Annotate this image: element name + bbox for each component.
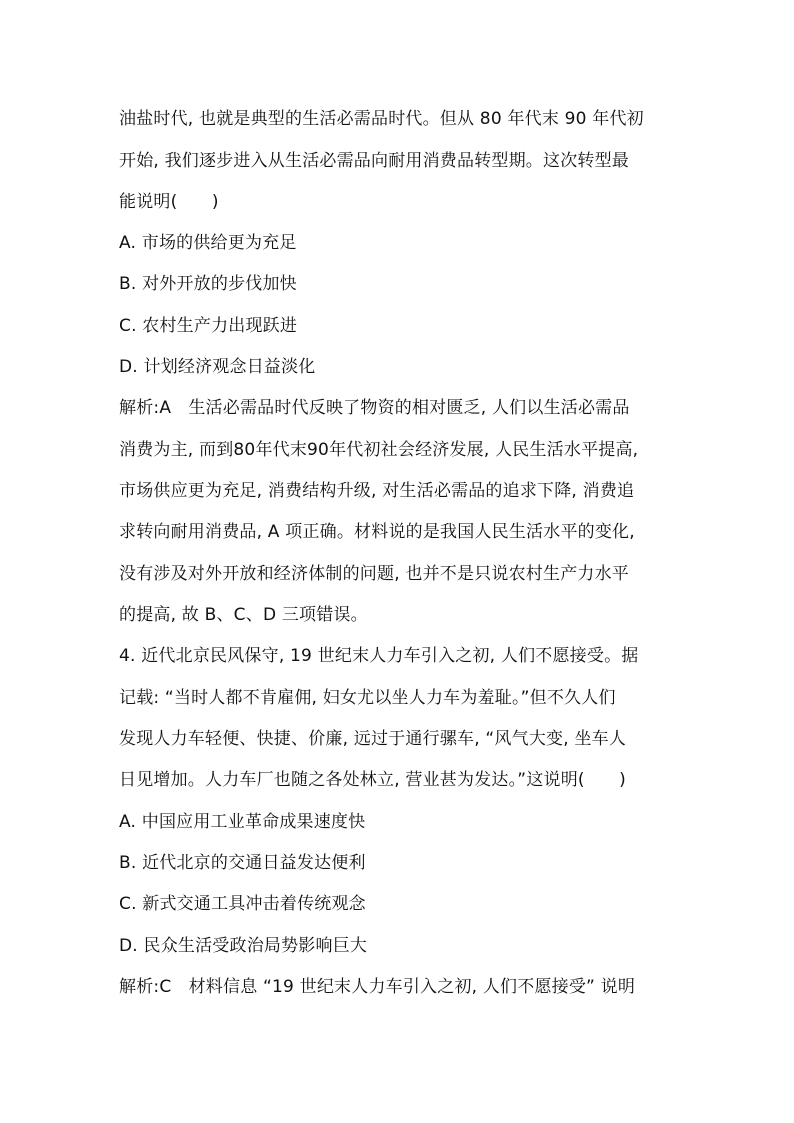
option-d-q4: D. 民众生活受政治局势影响巨大 [119, 936, 368, 956]
question-4-line-3: 发现人力车轻便、快捷、价廉, 远过于通行骡车, “风气大变, 坐车人 [119, 729, 627, 749]
analysis-line-5: 没有涉及对外开放和经济体制的问题, 也并不是只说农村生产力水平 [119, 564, 630, 584]
option-a-q3: A. 市场的供给更为充足 [119, 233, 297, 253]
analysis-line-6: 的提高, 故 B、C、D 三项错误。 [119, 605, 368, 625]
analysis-line-3: 市场供应更为充足, 消费结构升级, 对生活必需品的追求下降, 消费追 [119, 481, 635, 501]
text-line-2: 开始, 我们逐步进入从生活必需品向耐用消费品转型期。这次转型最 [119, 151, 630, 171]
question-stem-end-3: 能说明( ) [119, 192, 219, 212]
text-line-1: 油盐时代, 也就是典型的生活必需品时代。但从 80 年代末 90 年代初 [119, 109, 644, 129]
analysis-line-1: 解析:A 生活必需品时代反映了物资的相对匮乏, 人们以生活必需品 [119, 398, 630, 418]
option-a-q4: A. 中国应用工业革命成果速度快 [119, 812, 366, 832]
option-b-q3: B. 对外开放的步伐加快 [119, 274, 297, 294]
analysis-q4-line-1: 解析:C 材料信息 “19 世纪末人力车引入之初, 人们不愿接受” 说明 [119, 977, 636, 997]
analysis-line-4: 求转向耐用消费品, A 项正确。材料说的是我国人民生活水平的变化, [119, 522, 635, 542]
analysis-line-2: 消费为主, 而到80年代末90年代初社会经济发展, 人民生活水平提高, [119, 440, 639, 460]
option-c-q3: C. 农村生产力出现跃进 [119, 316, 298, 336]
question-4-line-2: 记载: “当时人都不肯雇佣, 妇女尤以坐人力车为羞耻。”但不久人们 [119, 688, 616, 708]
option-d-q3: D. 计划经济观念日益淡化 [119, 357, 316, 377]
question-4-line-4: 日见增加。人力车厂也随之各处林立, 营业甚为发达。”这说明( ) [119, 770, 626, 790]
question-4-line-1: 4. 近代北京民风保守, 19 世纪末人力车引入之初, 人们不愿接受。据 [119, 646, 639, 666]
option-b-q4: B. 近代北京的交通日益发达便利 [119, 853, 366, 873]
option-c-q4: C. 新式交通工具冲击着传统观念 [119, 894, 366, 914]
